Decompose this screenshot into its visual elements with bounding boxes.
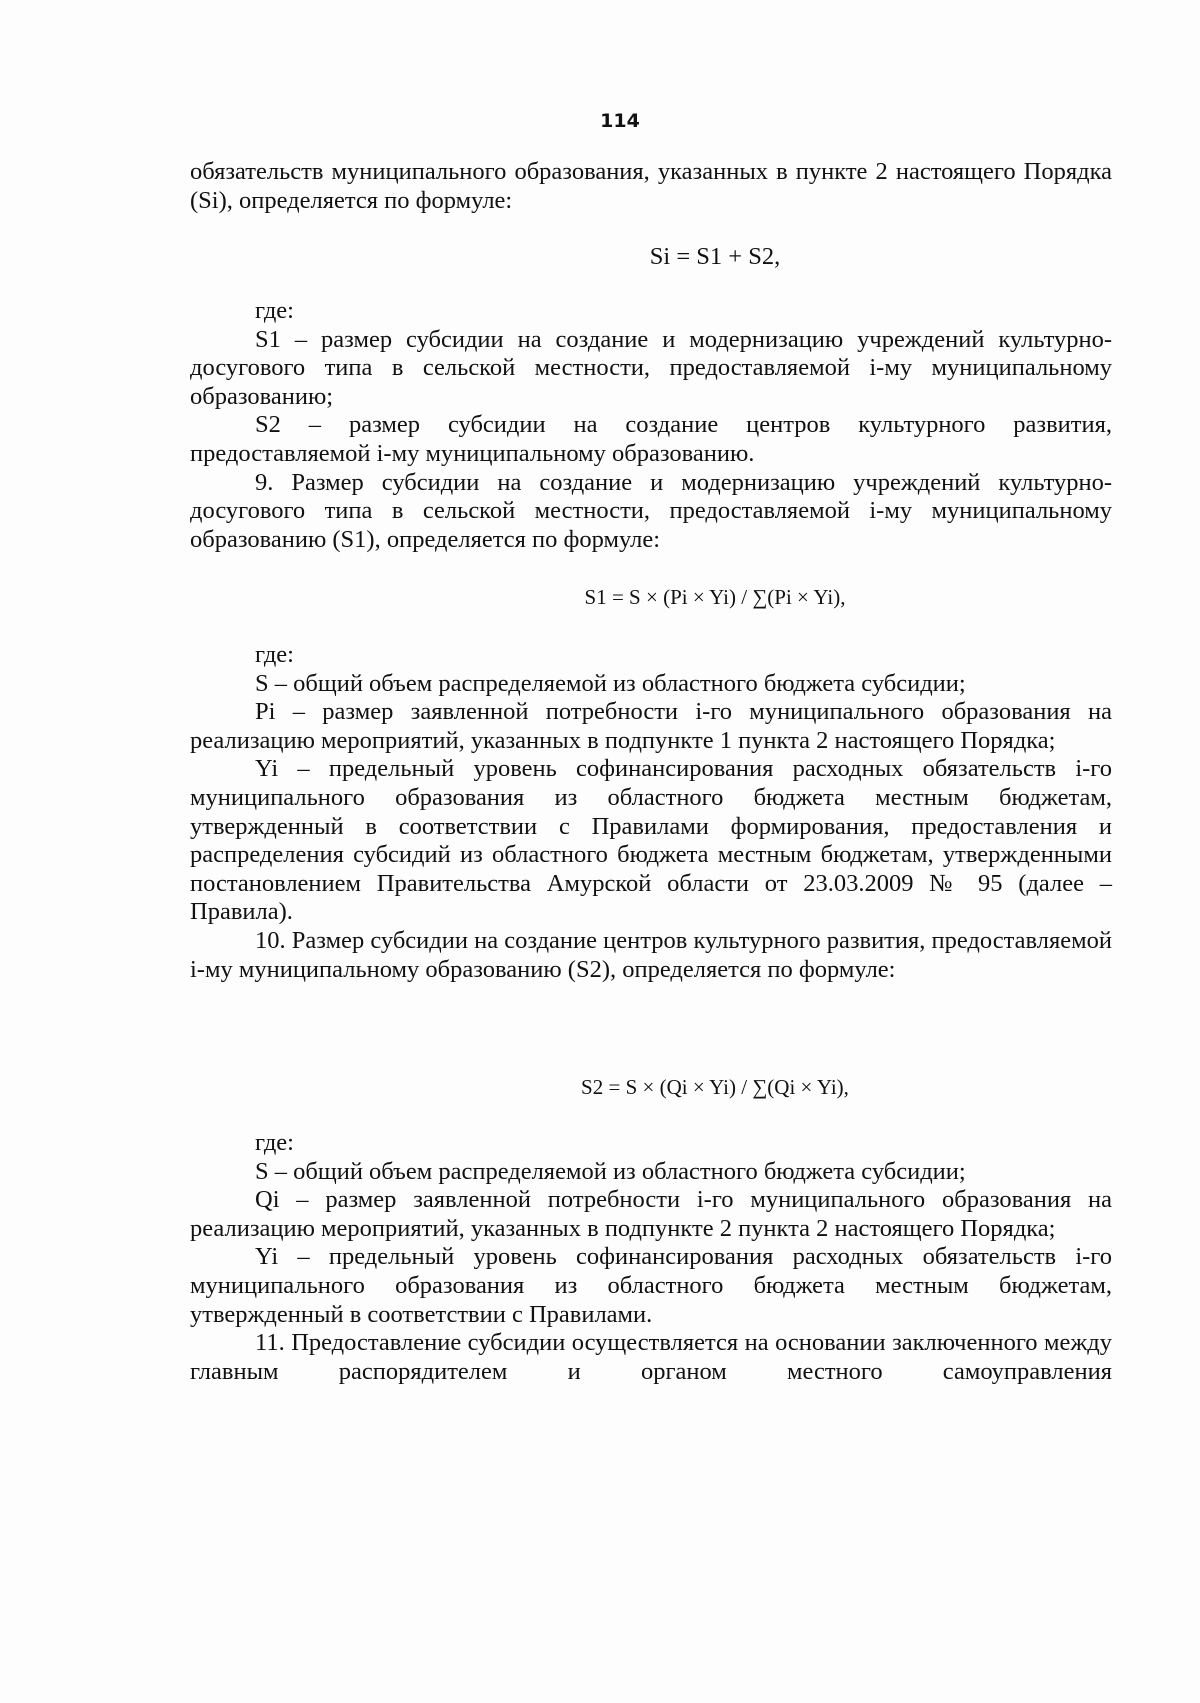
- where-label: где:: [255, 1129, 294, 1156]
- where-label: где:: [255, 641, 294, 668]
- definition-pi: Pi – размер заявленной потребности i-го муниципального образования на реализацию мероприятий, указанных в подпункте 1 пункта 2 настоящего Порядка;: [190, 698, 1112, 754]
- definition-yi: Yi – предельный уровень софинансирования расходных обязательств i-го муниципального образования из областного бюджета местным бюджетам, утвержденный в соответствии с Правилами.: [190, 1243, 1112, 1328]
- definitions-block: [190, 641, 1112, 984]
- definition-s1: S1 – размер субсидии на создание и модернизацию учреждений культурно-досугового типа в сельской местности, предоставляемой i-му муниципальному образованию;: [190, 325, 1112, 410]
- definition-s2: S2 – размер субсидии на создание центров культурного развития, предоставляемой i-му муниципальному образованию.: [190, 411, 1112, 467]
- page-number: 114: [600, 110, 640, 132]
- paragraph-10: 10. Размер субсидии на создание центров культурного развития, предоставляемой i-му муниципальному образованию (S2), определяется по формуле:: [190, 926, 1112, 983]
- definitions-block: [190, 297, 1112, 554]
- definition-qi: Qi – размер заявленной потребности i-го муниципального образования на реализацию мероприятий, указанных в подпункте 2 пункта 2 настоящего Порядка;: [190, 1186, 1112, 1242]
- where-label: где:: [255, 297, 294, 324]
- formula-si: Si = S1 + S2,: [649, 243, 781, 270]
- definition-s: S – общий объем распределяемой из областного бюджета субсидии;: [255, 1157, 966, 1185]
- paragraph-continuation: [190, 158, 1112, 215]
- formula-block: [190, 1073, 1200, 1102]
- formula-block: [190, 583, 1200, 612]
- definition-yi: Yi – предельный уровень софинансирования расходных обязательств i-го муниципального образования из областного бюджета местным бюджетам, утвержденный в соответствии с Правилами формирования, предоставления и распределения субсидий из областного бюджета местным бюджетам, утвержденными постановлением Правительства Амурской области от 23.03.2009 № 95 (далее – Правила).: [190, 755, 1112, 926]
- paragraph-9: 9. Размер субсидии на создание и модернизацию учреждений культурно-досугового типа в сельской местности, предоставляемой i-му муниципальному образованию (S1), определяется по формуле:: [190, 468, 1112, 553]
- paragraph-11: 11. Предоставление субсидии осуществляется на основании заключенного между главным распорядителем и органом местного самоуправления: [190, 1329, 1112, 1385]
- formula-s2: S2 = S × (Qi × Yi) / ∑(Qi × Yi),: [581, 1075, 849, 1099]
- formula-block: [190, 243, 1200, 272]
- text-paragraph: обязательств муниципального образования, указанных в пункте 2 настоящего Порядка (Si), определяется по формуле:: [190, 158, 1112, 214]
- formula-s1: S1 = S × (Pi × Yi) / ∑(Pi × Yi),: [584, 585, 846, 609]
- definition-s: S – общий объем распределяемой из областного бюджета субсидии;: [255, 669, 966, 697]
- definitions-block: [190, 1129, 1112, 1386]
